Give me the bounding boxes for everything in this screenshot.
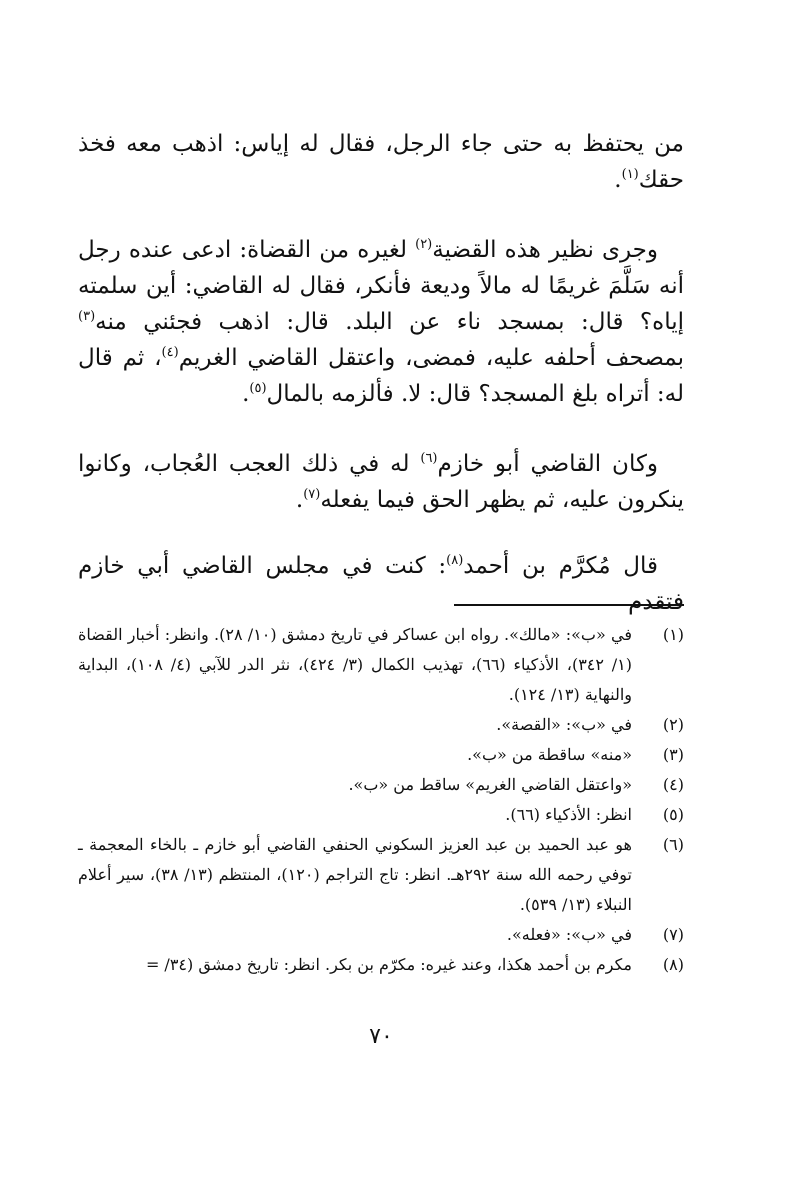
- footnote-ref-5[interactable]: (٥): [249, 381, 267, 396]
- footnotes: [78, 620, 684, 980]
- footnote-6: [78, 830, 684, 920]
- footnote-5: [78, 800, 684, 830]
- paragraph-4: قال مُكرَّم بن أحمد$^{(٨)}$: كنت في مجلس القاضي أبي خازم فتقدم: [78, 553, 684, 615]
- footnote-number: (٧): [662, 925, 684, 944]
- footnote-number: (٦): [662, 835, 684, 854]
- paragraph-2: وجرى نظير هذه القضية$^{(٢)}$ لغيره من القضاة: ادعى عنده رجل أنه سَلَّمَ غريمًا له مالاً وديعة فأنكر، فقال له القاضي: أين سلمته إياه؟ قال: بمسجد ناء عن البلد. قال: اذهب فجئني منه$^{(٣)}$ بمصحف أحلفه عليه، فمضى، واعتقل القاضي الغريم$^{(٤)}$، ثم قال له: أتراه بلغ المسجد؟ قال: لا. فألزمه بالمال$^{(٥)}$.: [78, 237, 684, 407]
- footnote-8: [78, 950, 684, 980]
- paragraph-1-text: من يحتفظ به حتى جاء الرجل، فقال له إياس: اذهب معه فخذ حقك: [78, 131, 684, 193]
- footnote-1: [78, 620, 684, 710]
- footnote-text: «واعتقل القاضي الغريم» ساقط من «ب».: [348, 775, 632, 794]
- footnote-ref-6[interactable]: (٦): [420, 451, 438, 466]
- footnote-text: في «ب»: «فعله».: [506, 925, 632, 944]
- page-number: ٧٠: [369, 1024, 393, 1049]
- footnote-ref-2[interactable]: (٢): [415, 237, 433, 252]
- footnote-number: (٣): [662, 745, 684, 764]
- book-page: [78, 0, 684, 1184]
- footnote-text: انظر: الأذكياء (٦٦).: [505, 805, 632, 824]
- footnote-3: [78, 740, 684, 770]
- footnote-number: (٨): [662, 955, 684, 974]
- footnote-ref-3[interactable]: (٣): [78, 309, 96, 324]
- footnote-text: هو عبد الحميد بن عبد العزيز السكوني الحنفي القاضي أبو خازم ـ بالخاء المعجمة ـ توفي رحمه الله سنة ٢٩٢هـ. انظر: تاج التراجم (١٢٠)، المنتظم (١٣/ ٣٨)، سير أعلام النبلاء (١٣/ ٥٣٩).: [78, 835, 633, 914]
- paragraph-1: من يحتفظ به حتى جاء الرجل، فقال له إياس: اذهب معه فخذ حقك$^{(١)}$.: [78, 131, 684, 193]
- footnote-ref-1[interactable]: (١): [621, 167, 639, 182]
- footnote-separator: [454, 604, 684, 606]
- footnote-ref-7[interactable]: (٧): [303, 487, 321, 502]
- footnote-2: [78, 710, 684, 740]
- footnote-7: [78, 920, 684, 950]
- paragraph-3: وكان القاضي أبو خازم$^{(٦)}$ له في ذلك العجب العُجاب، وكانوا ينكرون عليه، ثم يظهر الحق فيما يفعله$^{(٧)}$.: [78, 451, 684, 513]
- footnote-text: مكرم بن أحمد هكذا، وعند غيره: مكرّم بن بكر. انظر: تاريخ دمشق (٣٤/ =: [145, 955, 632, 974]
- footnote-text: «منه» ساقطة من «ب».: [467, 745, 632, 764]
- footnote-number: (٤): [662, 775, 684, 794]
- footnote-4: [78, 770, 684, 800]
- footnote-number: (١): [662, 625, 684, 644]
- footnote-ref-8[interactable]: (٨): [446, 553, 464, 568]
- footnote-number: (٢): [662, 715, 684, 734]
- footnote-number: (٥): [662, 805, 684, 824]
- footnote-ref-4[interactable]: (٤): [161, 345, 179, 360]
- footnote-text: في «ب»: «مالك». رواه ابن عساكر في تاريخ دمشق (١٠/ ٢٨). وانظر: أخبار القضاة (١/ ٣٤٢)، الأذكياء (٦٦)، تهذيب الكمال (٣/ ٤٢٤)، نثر الدر للآبي (٤/ ١٠٨)، البداية والنهاية (١٣/ ١٢٤).: [78, 625, 632, 704]
- footnote-text: في «ب»: «القصة».: [496, 715, 632, 734]
